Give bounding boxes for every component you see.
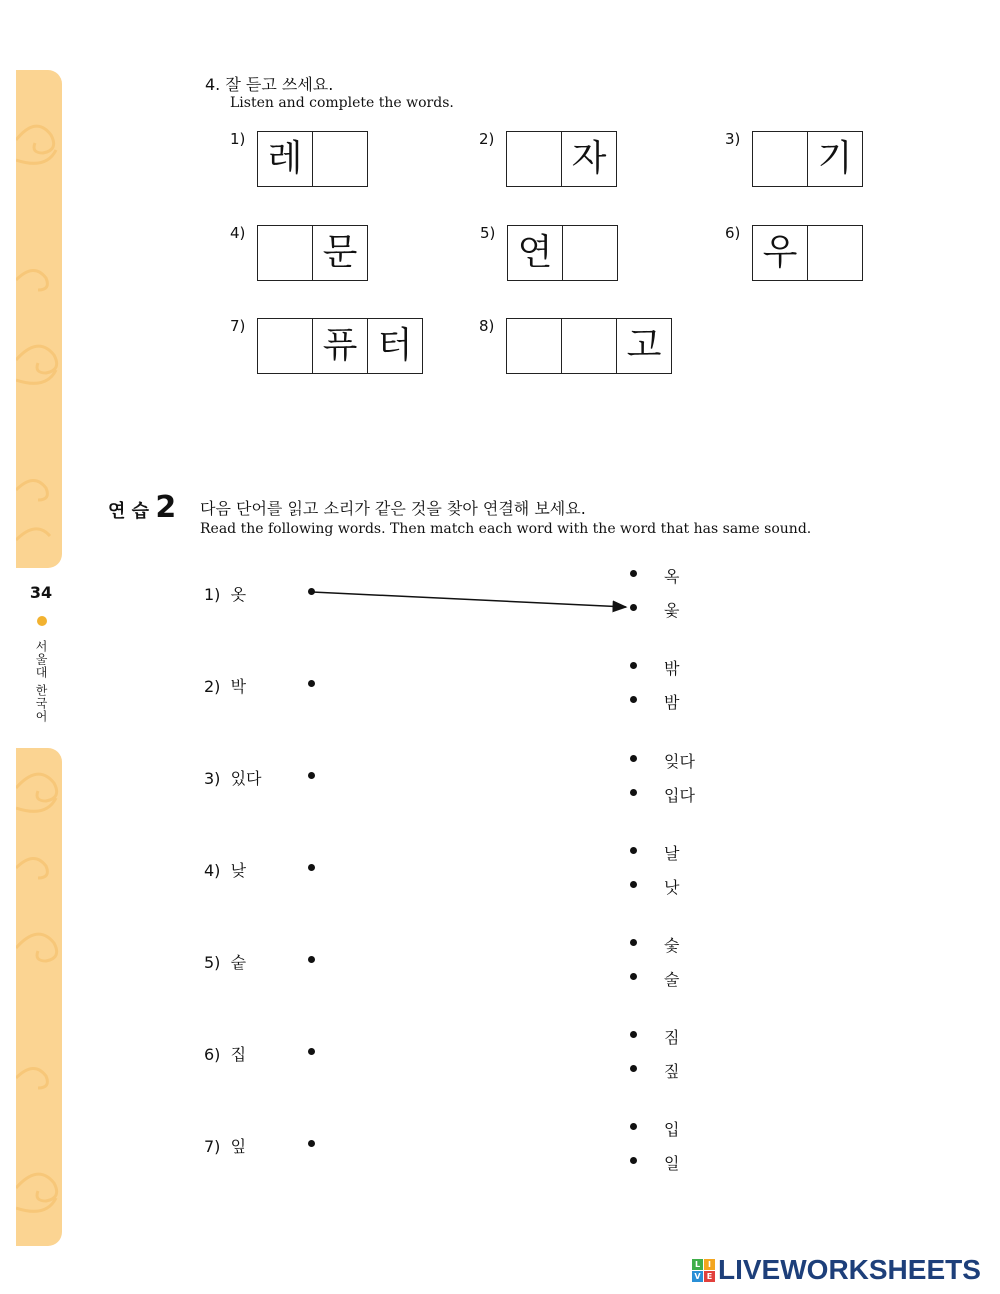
match-number: 1) (204, 585, 221, 604)
letter-cell: 터 (377, 325, 413, 366)
option-word: 옻 (664, 601, 680, 620)
option-word: 일 (664, 1154, 680, 1173)
match-number: 7) (204, 1137, 221, 1156)
option-word: 입 (664, 1120, 680, 1139)
exercise2-title: 다음 단어를 읽고 소리가 같은 것을 찾아 연결해 보세요. (200, 499, 586, 518)
letter-cell: 우 (753, 226, 808, 280)
match-word: 낮 (230, 861, 247, 880)
option-word: 숯 (664, 936, 680, 955)
letter-cell: 자 (571, 138, 607, 179)
liveworksheets-logo (692, 1254, 992, 1286)
option-word: 밖 (664, 659, 680, 678)
item-number: 4) (230, 224, 246, 242)
section4-subtitle: Listen and complete the words. (230, 95, 454, 111)
section4-title: 4. 잘 듣고 쓰세요. (205, 75, 334, 94)
item-number: 1) (230, 130, 246, 148)
page-number: 34 (29, 583, 53, 602)
letter-cell: 레 (258, 132, 313, 186)
option-word: 밤 (664, 693, 680, 712)
item-number: 2) (479, 130, 495, 148)
match-word: 있다 (230, 769, 262, 788)
item-number: 8) (479, 317, 495, 335)
logo-grid-icon: L I V E (692, 1259, 715, 1282)
option-word: 술 (664, 970, 680, 989)
exercise2-subtitle: Read the following words. Then match each word with the word that has same sound. (200, 521, 812, 537)
letter-cell: 기 (817, 138, 853, 179)
match-number: 4) (204, 861, 221, 880)
option-word: 잊다 (664, 752, 695, 771)
option-word: 짚 (664, 1062, 680, 1081)
match-number: 5) (204, 953, 221, 972)
item-number: 7) (230, 317, 246, 335)
match-word: 잎 (230, 1137, 247, 1156)
match-number: 2) (204, 677, 221, 696)
match-word: 옷 (230, 585, 247, 604)
letter-cell: 고 (626, 325, 662, 366)
exercise-label-number: 2 (155, 490, 177, 525)
item-number: 5) (480, 224, 496, 242)
option-word: 날 (664, 844, 680, 863)
option-word: 낫 (664, 878, 680, 897)
item-number: 3) (725, 130, 741, 148)
match-number: 3) (204, 769, 221, 788)
option-word: 입다 (664, 786, 695, 805)
item-number: 6) (725, 224, 741, 242)
book-title: 서울대 한국어 (34, 640, 48, 723)
match-word: 집 (230, 1045, 247, 1064)
match-number: 6) (204, 1045, 221, 1064)
match-word: 숱 (230, 953, 247, 972)
letter-cell: 문 (322, 232, 358, 273)
exercise-label-prefix: 연 습 (108, 501, 150, 522)
letter-cell: 연 (508, 226, 563, 280)
match-word: 박 (230, 677, 247, 696)
letter-cell: 퓨 (313, 319, 368, 373)
option-word: 짐 (664, 1028, 680, 1047)
logo-text: LIVEWORKSHEETS (718, 1254, 981, 1285)
option-word: 옥 (664, 567, 680, 586)
